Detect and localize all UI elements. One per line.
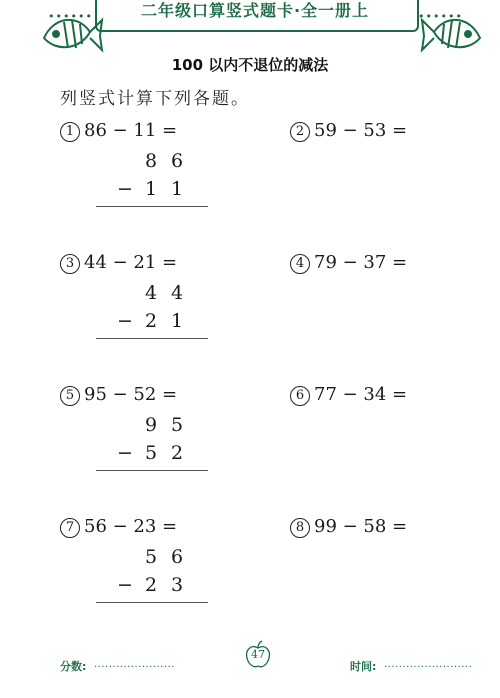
digit: 2 xyxy=(144,310,158,332)
vertical-minuend xyxy=(138,414,190,436)
vertical-subtrahend xyxy=(112,442,190,464)
vertical-subtrahend xyxy=(112,310,190,332)
digit: 6 xyxy=(170,150,184,172)
problem-number: 4 xyxy=(290,254,310,274)
page-title: 100 以内不退位的减法 xyxy=(171,56,329,74)
answer-line xyxy=(96,338,208,339)
page-number: 47 xyxy=(251,648,265,661)
minus-sign: − xyxy=(117,178,133,200)
banner-title: 二年级口算竖式题卡·全一册上 xyxy=(140,1,370,20)
banner-right-dots: •••••• xyxy=(418,10,463,23)
problem-expression: 95 − 52 = xyxy=(84,384,178,405)
vertical-subtrahend xyxy=(112,178,190,200)
instruction-text: 列竖式计算下列各题。 xyxy=(60,89,250,109)
minus-sign: − xyxy=(117,574,133,596)
problem-4 xyxy=(290,252,407,274)
answer-line xyxy=(96,470,208,471)
problem-number: 1 xyxy=(60,122,80,142)
banner-left-dots: •••••• xyxy=(48,10,93,23)
problem-expression: 44 − 21 = xyxy=(84,252,178,273)
digit: 4 xyxy=(144,282,158,304)
vertical-minuend xyxy=(138,282,190,304)
answer-line xyxy=(96,206,208,207)
digit: 3 xyxy=(170,574,184,596)
problem-number: 2 xyxy=(290,122,310,142)
problem-number: 5 xyxy=(60,386,80,406)
problem-1 xyxy=(60,120,177,142)
vertical-minuend xyxy=(138,546,190,568)
minus-sign: − xyxy=(117,442,133,464)
minus-sign: − xyxy=(117,310,133,332)
digit: 2 xyxy=(144,574,158,596)
problem-expression: 99 − 58 = xyxy=(314,516,408,537)
problem-expression: 77 − 34 = xyxy=(314,384,408,405)
digit: 5 xyxy=(144,546,158,568)
answer-line xyxy=(96,602,208,603)
time-label: 时间: xyxy=(350,660,377,673)
problem-number: 7 xyxy=(60,518,80,538)
problem-5 xyxy=(60,384,177,406)
digit: 1 xyxy=(170,310,184,332)
vertical-subtrahend xyxy=(112,574,190,596)
digit: 8 xyxy=(144,150,158,172)
digit: 2 xyxy=(170,442,184,464)
time-blank[interactable]: ........................ xyxy=(384,659,473,670)
digit: 4 xyxy=(170,282,184,304)
digit: 5 xyxy=(144,442,158,464)
problem-number: 6 xyxy=(290,386,310,406)
problem-expression: 56 − 23 = xyxy=(84,516,178,537)
problem-number: 3 xyxy=(60,254,80,274)
digit: 5 xyxy=(170,414,184,436)
problem-3 xyxy=(60,252,177,274)
problem-6 xyxy=(290,384,407,406)
score-blank[interactable]: ...................... xyxy=(94,659,175,670)
problem-8 xyxy=(290,516,407,538)
problem-expression: 86 − 11 = xyxy=(84,120,178,141)
problem-7 xyxy=(60,516,177,538)
vertical-minuend xyxy=(138,150,190,172)
problem-expression: 59 − 53 = xyxy=(314,120,408,141)
digit: 1 xyxy=(170,178,184,200)
digit: 6 xyxy=(170,546,184,568)
problem-2 xyxy=(290,120,407,142)
problem-expression: 79 − 37 = xyxy=(314,252,408,273)
problem-number: 8 xyxy=(290,518,310,538)
digit: 9 xyxy=(144,414,158,436)
digit: 1 xyxy=(144,178,158,200)
score-label: 分数: xyxy=(60,660,87,673)
